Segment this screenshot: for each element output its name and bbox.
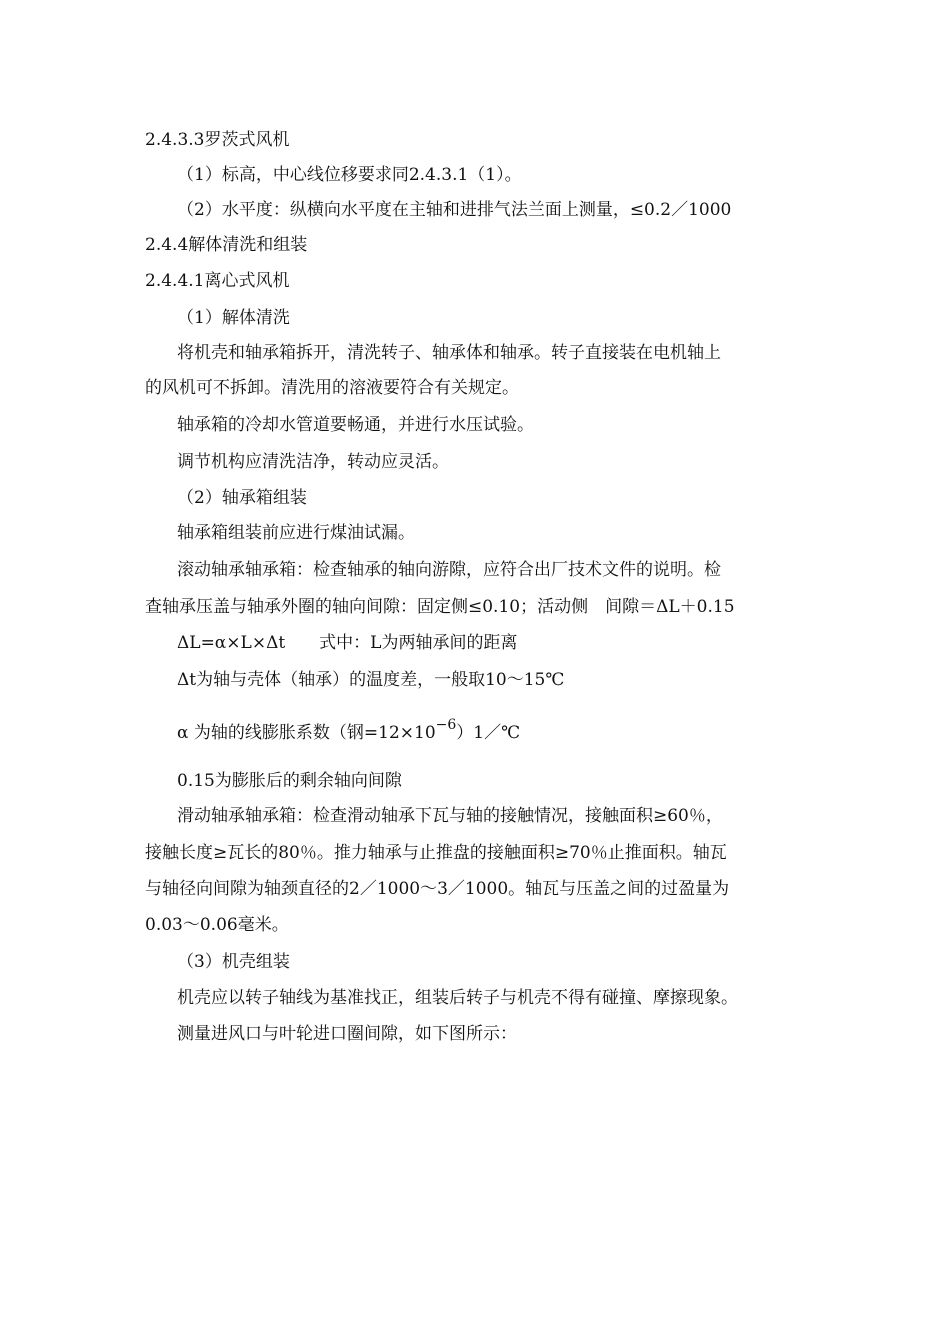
paragraph-continuation: 的风机可不拆卸。清洗用的溶液要符合有关规定。: [145, 378, 519, 398]
heading-2-4-4-1: 2.4.4.1离心式风机: [145, 271, 290, 291]
subheading-bearing-box: （2）轴承箱组装: [177, 488, 307, 508]
paragraph: 轴承箱的冷却水管道要畅通，并进行水压试验。: [177, 415, 534, 435]
paragraph-continuation: 0.03～0.06毫米。: [145, 915, 289, 935]
alpha-unit: ）1／℃: [456, 723, 521, 743]
paragraph-continuation: 与轴径向间隙为轴颈直径的2／1000～3／1000。轴瓦与压盖之间的过盈量为: [145, 879, 730, 899]
formula-line: ΔL=α×L×Δt 式中：L为两轴承间的距离: [177, 633, 518, 653]
paragraph: 滑动轴承轴承箱：检查滑动轴承下瓦与轴的接触情况，接触面积≥60％，: [177, 806, 723, 826]
subheading-disassembly: （1）解体清洗: [177, 308, 290, 328]
paragraph-continuation: 接触长度≥瓦长的80％。推力轴承与止推盘的接触面积≥70％止推面积。轴瓦: [145, 843, 727, 863]
formula-alpha-line: [177, 717, 521, 745]
paragraph: （2）水平度：纵横向水平度在主轴和进排气法兰面上测量，≤0.2／1000: [177, 200, 732, 220]
subheading-casing: （3）机壳组装: [177, 952, 290, 972]
paragraph: 轴承箱组装前应进行煤油试漏。: [177, 523, 415, 543]
paragraph: 调节机构应清洗洁净，转动应灵活。: [177, 452, 449, 472]
paragraph: 0.15为膨胀后的剩余轴向间隙: [177, 771, 402, 791]
paragraph: 机壳应以转子轴线为基准找正，组装后转子与机壳不得有碰撞、摩擦现象。: [177, 988, 738, 1008]
formula-explanation: Δt为轴与壳体（轴承）的温度差，一般取10～15℃: [177, 670, 565, 690]
paragraph: （1）标高，中心线位移要求同2.4.3.1（1）。: [177, 165, 522, 185]
paragraph: 滚动轴承轴承箱：检查轴承的轴向游隙，应符合出厂技术文件的说明。检: [177, 560, 721, 580]
heading-2-4-4: 2.4.4解体清洗和组装: [145, 235, 308, 255]
paragraph: 将机壳和轴承箱拆开，清洗转子、轴承体和轴承。转子直接装在电机轴上: [177, 343, 721, 363]
alpha-exponent: −6: [435, 717, 457, 733]
paragraph: 测量进风口与叶轮进口圈间隙，如下图所示：: [177, 1024, 517, 1044]
heading-2-4-3-3: 2.4.3.3罗茨式风机: [145, 130, 290, 150]
paragraph-continuation: 查轴承压盖与轴承外圈的轴向间隙：固定侧≤0.10；活动侧 间隙＝ΔL＋0.15: [145, 597, 735, 617]
alpha-text: α 为轴的线膨胀系数（钢=12×10: [177, 723, 436, 743]
